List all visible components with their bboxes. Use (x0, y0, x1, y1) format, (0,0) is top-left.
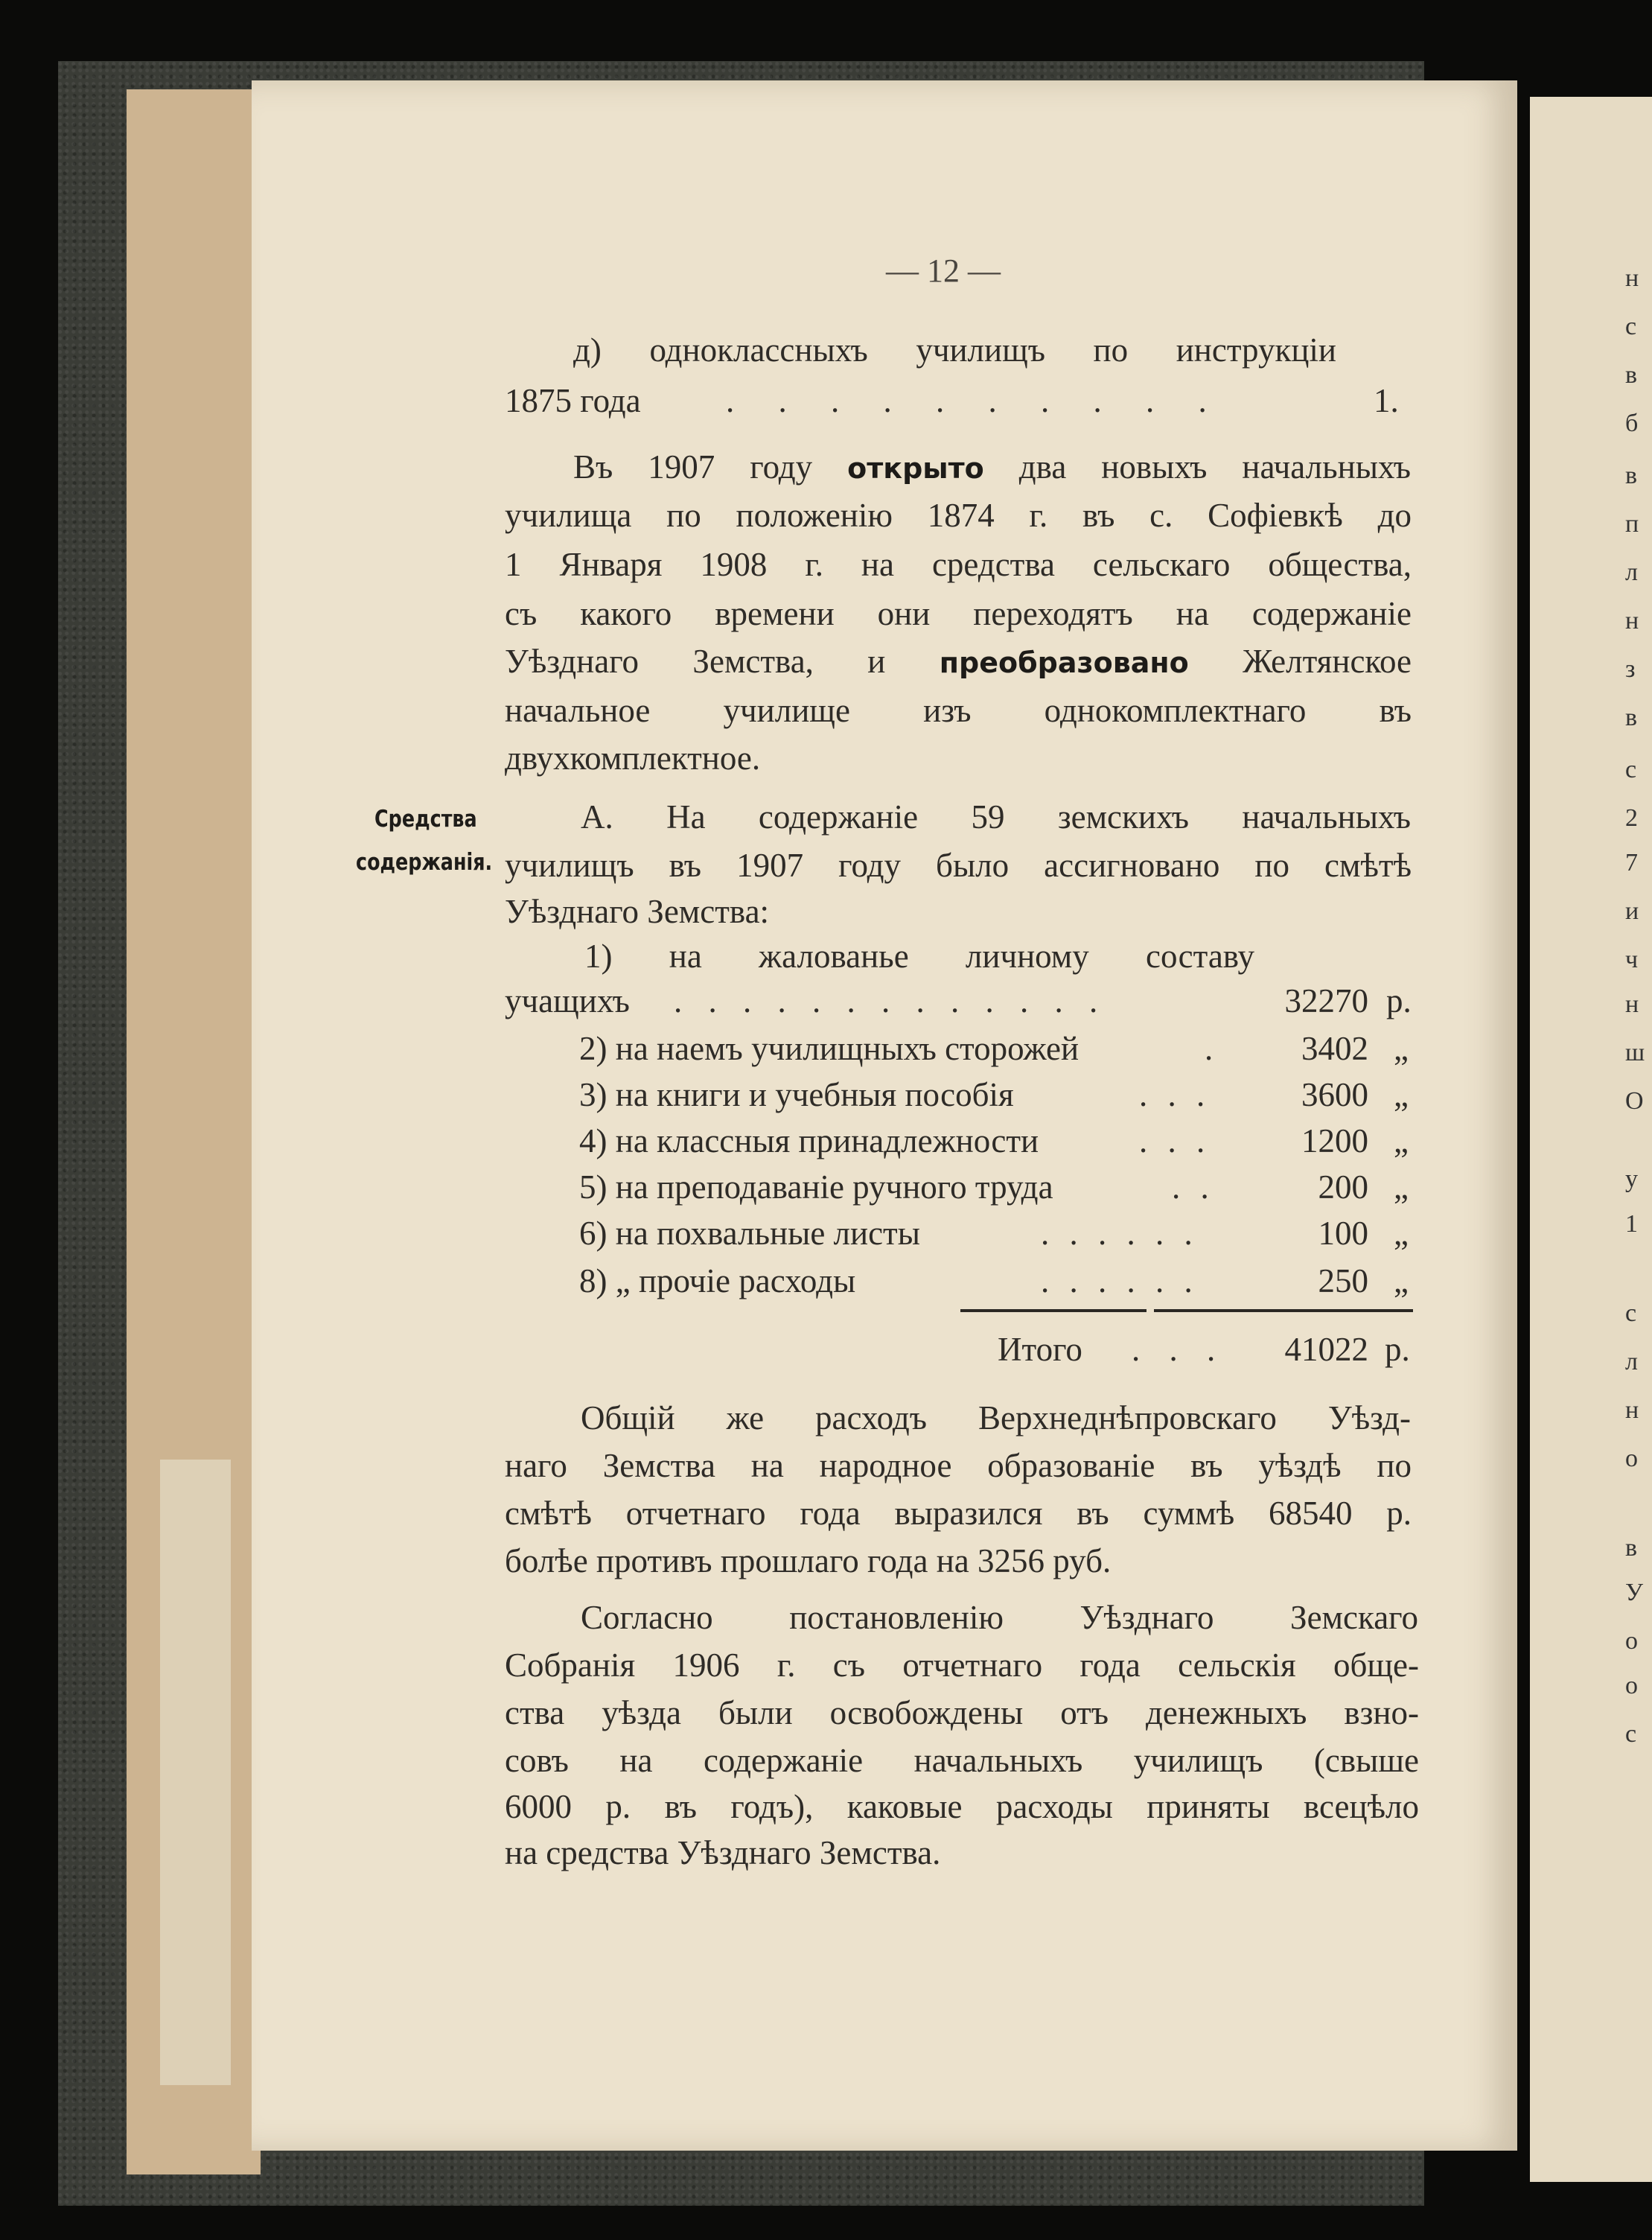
para1-line-6: начальное училище изъ однокомплектнаго въ (505, 692, 1412, 729)
expense-label: 2) на наемъ училищныхъ сторожей (579, 1030, 1079, 1067)
emphasis-opened: открыто (847, 452, 984, 485)
expense-unit: „ (1394, 1030, 1409, 1067)
facing-page-letter: о (1625, 1627, 1638, 1655)
para2-line-3: Уѣзднаго Земства: (505, 893, 770, 930)
expense-dots: . . . . . . (1041, 1215, 1199, 1252)
facing-page-letter: ч (1625, 946, 1639, 973)
expense-unit: „ (1394, 1262, 1409, 1299)
expense-label: 3) на книги и учебныя пособія (579, 1076, 1014, 1113)
para1-line-1: Въ 1907 году открыто два новыхъ начальныхъ (573, 448, 1411, 486)
para1-line-3: 1 Января 1908 г. на средства сельскаго общества, (505, 546, 1412, 583)
flyleaf-inset (160, 1460, 231, 2085)
expense-row (0, 1124, 1652, 1162)
expense-row (0, 1168, 1652, 1208)
expense-unit: „ (1394, 1122, 1409, 1159)
expense-amount: 1200 (1301, 1122, 1368, 1159)
expense-1-line-1: 1) на жалованье личному составу (584, 938, 1254, 975)
expense-amount: 32270 (1284, 982, 1368, 1019)
facing-page-letter: с (1625, 1720, 1637, 1748)
expense-row (0, 1264, 1652, 1302)
facing-page-letter: л (1625, 1348, 1638, 1375)
para3-line-4: болѣе противъ прошлаго года на 3256 руб. (505, 1542, 1112, 1579)
expense-row (0, 1078, 1652, 1116)
facing-page-letter: с (1625, 313, 1637, 340)
facing-page-letter: в (1625, 704, 1638, 731)
facing-page-letter: з (1625, 655, 1636, 683)
expense-label: 4) на классныя принадлежности (579, 1122, 1039, 1159)
facing-page-letter: в (1625, 361, 1638, 389)
facing-page-letter: н (1625, 1396, 1639, 1424)
intro-line-1: д) одноклассныхъ училищъ по инструкціи (573, 331, 1336, 369)
facing-page-letter: о (1625, 1672, 1638, 1699)
para1-line-7: двухкомплектное. (505, 739, 761, 777)
expense-dots: . . . (1139, 1076, 1211, 1113)
expense-unit: „ (1394, 1076, 1409, 1113)
para2-line-2: училищъ въ 1907 году было ассигновано по смѣтѣ (505, 847, 1412, 884)
facing-page-letter: б (1625, 410, 1639, 437)
para3-line-1: Общій же расходъ Верхнеднѣпровскаго Уѣзд- (581, 1399, 1411, 1436)
expense-dots: . (1205, 1030, 1219, 1067)
expense-amount: 100 (1318, 1215, 1368, 1252)
facing-page-letter: н (1625, 264, 1639, 292)
sum-rule-right (1154, 1309, 1413, 1312)
expense-unit: „ (1394, 1215, 1409, 1252)
expense-dots: . . . (1139, 1122, 1211, 1159)
expense-amount: 3600 (1301, 1076, 1368, 1113)
expense-amount: 250 (1318, 1262, 1368, 1299)
expense-row (0, 1032, 1652, 1069)
para4-line-1: Согласно постановленію Уѣзднаго Земскаго (581, 1599, 1418, 1636)
margin-note-line-1: Средства (374, 806, 477, 833)
para4-line-4: совъ на содержаніе начальныхъ училищъ (свыше (505, 1742, 1419, 1779)
facing-page-letter: в (1625, 462, 1638, 489)
facing-page-letter: п (1625, 510, 1639, 538)
para2-line-1: А. На содержаніе 59 земскихъ начальныхъ (581, 798, 1411, 836)
facing-page-letter: О (1625, 1087, 1644, 1115)
expense-amount: 200 (1318, 1168, 1368, 1206)
facing-page-letter: с (1625, 756, 1637, 783)
para3-line-2: наго Земства на народное образованіе въ уѣздѣ по (505, 1447, 1412, 1484)
facing-page-letter: л (1625, 559, 1638, 586)
facing-page-letter: в (1625, 1534, 1638, 1562)
page-number: — 12 — (886, 252, 1001, 289)
para4-line-3: ства уѣзда были освобождены отъ денежныхъ взно- (505, 1694, 1419, 1731)
facing-page-letter: у (1625, 1165, 1638, 1193)
expense-label: 8) „ прочіе расходы (579, 1262, 856, 1299)
para1-line-4: съ какого времени они переходятъ на содержаніе (505, 595, 1412, 632)
facing-page-letter: и (1625, 897, 1639, 925)
emphasis-transformed: преобразовано (939, 646, 1189, 679)
para1-line-5: Уѣзднаго Земства, и преобразовано Желтянское (505, 643, 1412, 680)
facing-page-letter: 2 (1625, 804, 1638, 832)
expense-row (0, 1217, 1652, 1254)
facing-page-letter: с (1625, 1299, 1637, 1327)
total-row: Итого . . . 41022 р. (998, 1331, 1410, 1368)
para4-line-2: Собранія 1906 г. съ отчетнаго года сельскія обще- (505, 1646, 1419, 1684)
margin-note-line-2: содержанія. (356, 849, 493, 876)
facing-page-letter: ш (1625, 1039, 1645, 1066)
para4-line-5: 6000 р. въ годъ), каковые расходы приняты всецѣло (505, 1788, 1419, 1825)
facing-page-letter: о (1625, 1445, 1638, 1472)
facing-page-letter: У (1625, 1579, 1644, 1606)
expense-label: 6) на похвальные листы (579, 1215, 920, 1252)
expense-dots: . . . . . . (1041, 1262, 1199, 1299)
facing-page-letter: 7 (1625, 849, 1638, 876)
para3-line-3: смѣтѣ отчетнаго года выразился въ суммѣ 68540 р. (505, 1495, 1412, 1532)
para1-line-2: училища по положенію 1874 г. въ с. Софіевкѣ до (505, 497, 1412, 534)
total-amount: 41022 (1284, 1331, 1368, 1368)
facing-page-letter: н (1625, 607, 1639, 634)
expense-dots: . . (1172, 1168, 1215, 1206)
expense-label: 5) на преподаваніе ручного труда (579, 1168, 1053, 1206)
para4-line-6: на средства Уѣзднаго Земства. (505, 1834, 941, 1871)
expense-unit: „ (1394, 1168, 1409, 1206)
expense-row-1: учащихъ . . . . . . . . . . . . . 32270 р. (505, 982, 1412, 1019)
facing-page-letter: 1 (1625, 1210, 1638, 1238)
expense-amount: 3402 (1301, 1030, 1368, 1067)
sum-rule-left (960, 1309, 1146, 1312)
facing-page-letter: н (1625, 990, 1639, 1018)
